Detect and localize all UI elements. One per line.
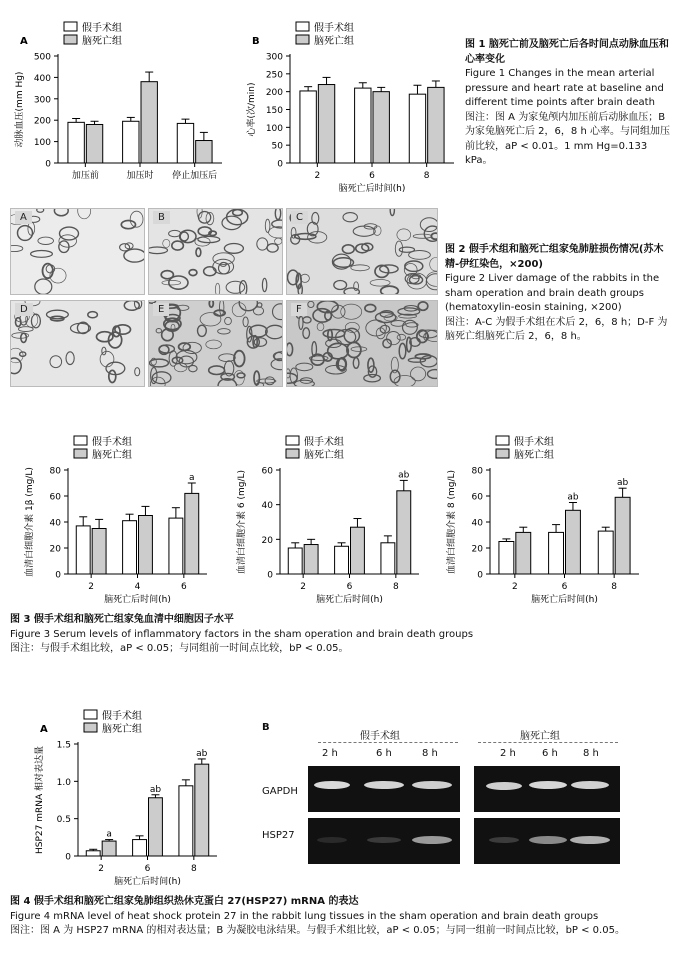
bar (86, 851, 100, 856)
fig3-caption-title-en: Figure 3 Serum levels of inflammatory factors in the sham operation and brain death groups (10, 628, 474, 640)
x-tick-label: 8 (423, 171, 430, 181)
legend-swatch (496, 436, 509, 445)
y-tick-label: 0 (267, 570, 273, 581)
x-tick-label: 2 (314, 171, 321, 181)
legend-label: 假手术组 (102, 711, 142, 722)
significance-label: ab (616, 478, 629, 489)
y-tick-label: 100 (33, 138, 51, 149)
bar (381, 543, 395, 574)
bar (196, 141, 212, 163)
x-axis-label: 脑死亡后时间(h) (316, 595, 383, 605)
y-tick-label: 0 (277, 159, 283, 170)
bar (351, 527, 365, 574)
x-axis-label: 脑死亡后时间(h) (338, 184, 406, 194)
y-tick-label: 1.0 (56, 777, 71, 788)
y-tick-label: 80 (49, 466, 61, 477)
fig1a-chart (0, 18, 230, 193)
micrograph-f (286, 300, 438, 387)
bar (566, 510, 581, 574)
y-axis-label: HSP27 mRNA 相对表达量 (35, 746, 45, 854)
bar (335, 546, 349, 574)
y-tick-label: 300 (265, 52, 283, 63)
panel-label: A (40, 724, 48, 735)
y-tick-label: 100 (265, 123, 283, 134)
lane-label: 8 h (422, 748, 438, 759)
legend-label: 脑死亡组 (304, 450, 344, 461)
significance-label: ab (567, 492, 579, 503)
legend-label: 脑死亡组 (82, 36, 122, 47)
legend-label: 假手术组 (304, 437, 344, 448)
legend-swatch (74, 449, 87, 458)
bar (397, 491, 411, 574)
gel-row-label-gapdh: GAPDH (262, 786, 298, 797)
bar (428, 87, 444, 163)
panel-label: D (15, 303, 33, 316)
panel-label: E (153, 303, 169, 316)
micrograph-d (10, 300, 145, 387)
significance-label: a (106, 829, 112, 840)
x-tick-label: 8 (190, 864, 197, 874)
gel-sham-gapdh (308, 766, 460, 812)
gel-bd-gapdh (474, 766, 620, 812)
panel-label: B (252, 36, 260, 47)
gel-group-bd: 脑死亡组 (520, 731, 560, 742)
y-axis-label: 动脉血压(mm Hg) (15, 71, 25, 148)
y-axis-label: 血清白细胞介素 1β (mg/L) (25, 467, 35, 577)
bar (355, 88, 371, 163)
x-axis-label: 脑死亡后时间(h) (114, 877, 181, 887)
fig2-caption-title-cn: 图 2 假手术组和脑死亡组家兔肺脏损伤情况(苏木精-伊红染色，×200) (445, 244, 664, 270)
y-tick-label: 20 (261, 535, 273, 546)
x-tick-label: 6 (369, 171, 375, 181)
fig4-caption-note: 图注：图 A 为 HSP27 mRNA 的相对表达量；B 为凝胶电泳结果。与假手术组比较，aP < 0.05；与同一组前一时间点比较，bP < 0.05。 (10, 925, 625, 936)
y-tick-label: 0 (477, 570, 483, 581)
legend-label: 脑死亡组 (514, 450, 554, 461)
x-axis-label: 脑死亡后时间(h) (531, 595, 598, 605)
x-tick-label: 8 (392, 582, 399, 592)
x-tick-label: 8 (611, 582, 618, 592)
x-axis-label: 脑死亡后时间(h) (104, 595, 171, 605)
y-tick-label: 0.5 (56, 815, 71, 826)
y-tick-label: 250 (265, 70, 283, 81)
y-tick-label: 0 (45, 159, 51, 170)
fig4-caption (10, 895, 670, 939)
significance-label: ab (149, 784, 162, 795)
panel-label: A (20, 36, 28, 47)
bar (179, 786, 193, 856)
legend-swatch (74, 436, 87, 445)
bar (68, 122, 84, 163)
y-tick-label: 60 (49, 492, 61, 503)
significance-label: a (189, 473, 195, 483)
gel-row-label-hsp27: HSP27 (262, 830, 295, 841)
fig4a-chart (20, 706, 225, 886)
bar (318, 85, 334, 163)
fig2-caption (445, 243, 670, 345)
fig3-il1b-chart (10, 432, 215, 604)
y-tick-label: 40 (471, 518, 483, 529)
lane-label: 2 h (500, 748, 516, 759)
x-tick-label: 6 (561, 582, 568, 592)
bar (169, 518, 183, 574)
bar (133, 840, 147, 856)
bar (141, 82, 157, 163)
y-tick-label: 150 (265, 106, 283, 116)
fig3-il8-chart (432, 432, 647, 604)
fig3-caption-note: 图注：与假手术组比较，aP < 0.05；与同组前一时间点比较，bP < 0.05。 (10, 643, 349, 654)
x-tick-label: 6 (180, 582, 187, 592)
bar (516, 532, 531, 574)
micrograph-c (286, 208, 438, 295)
y-axis-label: 血清白细胞介素 8 (mg/L) (447, 470, 457, 574)
bar (92, 529, 106, 575)
y-axis-label: 心率(次/min) (247, 82, 257, 137)
bar (185, 493, 199, 574)
panel-label: F (291, 303, 307, 316)
y-tick-label: 80 (471, 466, 483, 477)
bar (304, 545, 318, 574)
y-tick-label: 200 (33, 116, 51, 127)
bar (598, 531, 613, 574)
fig3-caption (10, 613, 670, 657)
significance-label: ab (196, 748, 208, 759)
gel-bands (474, 818, 620, 864)
legend-label: 脑死亡组 (102, 724, 142, 735)
legend-swatch (496, 449, 509, 458)
fig1-caption-title-cn: 图 1 脑死亡前及脑死亡后各时间点动脉血压和心率变化 (465, 39, 669, 65)
gel-sham-hsp27 (308, 818, 460, 864)
y-tick-label: 50 (271, 141, 283, 152)
bar (300, 91, 316, 163)
fig3-il6-chart (222, 432, 427, 604)
y-tick-label: 60 (471, 492, 483, 503)
bar (123, 521, 137, 574)
y-tick-label: 20 (49, 544, 61, 555)
legend-label: 脑死亡组 (92, 450, 132, 461)
legend-swatch (286, 436, 299, 445)
panel-label: C (291, 211, 308, 224)
y-tick-label: 400 (33, 73, 51, 84)
bar (102, 841, 116, 856)
fig4b-panel-label: B (262, 722, 270, 733)
x-tick-label: 2 (98, 864, 105, 874)
x-tick-label: 加压前 (71, 171, 99, 181)
bar (76, 526, 90, 574)
micrograph-a (10, 208, 145, 295)
fig1-caption-title-en: Figure 1 Changes in the mean arterial pressure and heart rate at baseline and different time points after brain death (465, 68, 664, 108)
significance-label: ab (398, 470, 410, 481)
x-tick-label: 停止加压后 (172, 171, 218, 181)
bar (195, 764, 209, 856)
gel-bd-hsp27 (474, 818, 620, 864)
legend-label: 假手术组 (82, 23, 122, 34)
bar (409, 94, 425, 163)
legend-swatch (64, 22, 77, 31)
bar (86, 124, 102, 163)
gel-bands (308, 766, 460, 812)
lane-label: 6 h (542, 748, 558, 759)
legend-swatch (296, 22, 309, 31)
bar (373, 92, 389, 163)
fig1-caption (465, 38, 670, 169)
gel-sham-dash (318, 742, 458, 743)
fig3-caption-title-cn: 图 3 假手术组和脑死亡组家兔血清中细胞因子水平 (10, 614, 234, 625)
bar (123, 121, 139, 163)
bar (288, 548, 302, 574)
lane-label: 6 h (376, 748, 392, 759)
bar (499, 542, 514, 575)
y-tick-label: 40 (261, 501, 273, 512)
tissue-texture (287, 301, 437, 386)
x-tick-label: 6 (346, 582, 353, 592)
gel-group-sham: 假手术组 (360, 731, 400, 742)
x-tick-label: 2 (88, 582, 95, 592)
legend-swatch (286, 449, 299, 458)
gel-bd-dash (478, 742, 618, 743)
micrograph-e (148, 300, 283, 387)
y-tick-label: 60 (261, 466, 273, 477)
fig1b-chart (232, 18, 462, 193)
y-tick-label: 20 (471, 544, 483, 555)
lane-label: 2 h (322, 748, 338, 759)
x-tick-label: 2 (300, 582, 307, 592)
y-tick-label: 300 (33, 95, 51, 106)
tissue-texture (287, 209, 437, 294)
fig2-caption-title-en: Figure 2 Liver damage of the rabbits in the sham operation and brain death groups (hematoxylin-eosin staining, ×200) (445, 273, 660, 313)
gel-bands (474, 766, 620, 812)
legend-swatch (64, 35, 77, 44)
y-axis-label: 血清白细胞介素 6 (mg/L) (237, 470, 247, 574)
fig2-caption-note: 图注：A-C 为假手术组在术后 2，6，8 h；D-F 为脑死亡组脑死亡后 2，6，8 h。 (445, 316, 668, 342)
y-tick-label: 200 (265, 88, 283, 99)
bar (139, 516, 153, 575)
bar (615, 497, 630, 574)
y-tick-label: 500 (33, 52, 51, 63)
panel-label: A (15, 211, 32, 224)
legend-swatch (84, 710, 97, 719)
legend-swatch (84, 723, 97, 732)
fig1-caption-note: 图注：图 A 为家兔颅内加压前后动脉血压；B 为家兔脑死亡后 2，6，8 h 心率。与同组加压前比较，aP < 0.01。1 mm Hg=0.133 kPa。 (465, 111, 670, 166)
micrograph-b (148, 208, 283, 295)
x-tick-label: 2 (511, 582, 518, 592)
x-tick-label: 6 (144, 864, 151, 874)
bar (549, 532, 564, 574)
legend-label: 脑死亡组 (314, 36, 354, 47)
legend-label: 假手术组 (514, 437, 554, 448)
y-tick-label: 40 (49, 518, 61, 529)
y-tick-label: 1.5 (56, 740, 71, 751)
legend-label: 假手术组 (314, 23, 354, 34)
legend-swatch (296, 35, 309, 44)
fig4-caption-title-cn: 图 4 假手术组和脑死亡组家兔肺组织热休克蛋白 27(HSP27) mRNA 的表达 (10, 896, 359, 907)
x-tick-label: 4 (134, 582, 141, 592)
lane-label: 8 h (583, 748, 599, 759)
bar (177, 123, 193, 163)
gel-bands (308, 818, 460, 864)
bar (149, 798, 163, 856)
x-tick-label: 加压时 (126, 171, 154, 181)
panel-label: B (153, 211, 170, 224)
legend-label: 假手术组 (92, 437, 132, 448)
y-tick-label: 0 (55, 570, 61, 581)
y-tick-label: 0 (65, 852, 71, 863)
fig4-caption-title-en: Figure 4 mRNA level of heat shock protein 27 in the rabbit lung tissues in the sham operation and brain death groups (10, 910, 599, 922)
